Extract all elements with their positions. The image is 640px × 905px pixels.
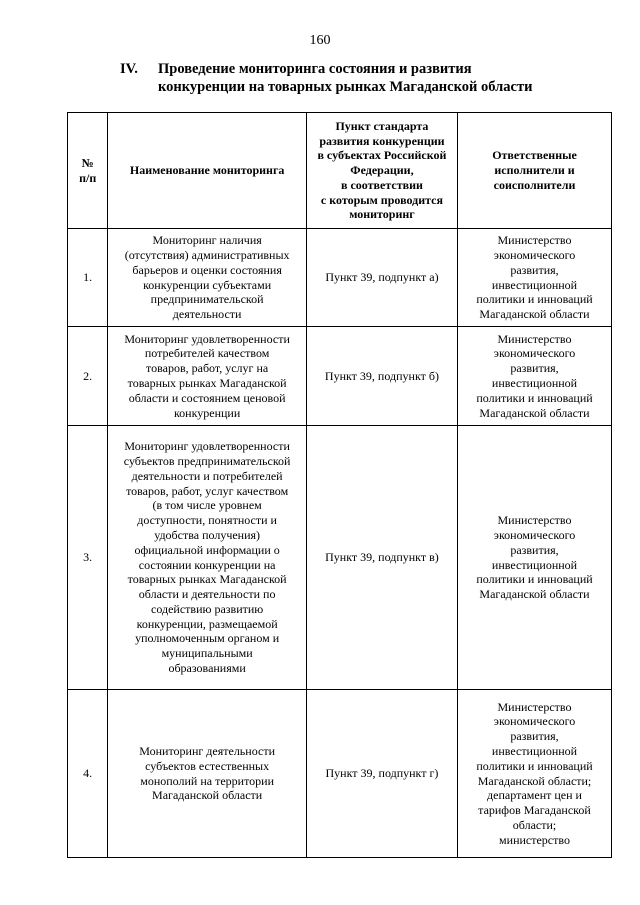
standard-clause: Пункт 39, подпункт б) <box>306 327 457 426</box>
responsible-executors: Министерство экономического развития, инвестиционной политики и инноваций Магаданской области <box>458 426 612 690</box>
table-header-row <box>68 113 612 229</box>
monitoring-name: Мониторинг деятельности субъектов естественных монополий на территории Магаданской области <box>108 690 307 858</box>
table-row <box>68 229 612 327</box>
header-standard: Пункт стандарта развития конкуренции в субъектах Российской Федерации, в соответствии с которым проводится мониторинг <box>306 113 457 229</box>
table-row <box>68 690 612 858</box>
row-number: 1. <box>68 229 108 327</box>
header-responsible: Ответственные исполнители и соисполнители <box>458 113 612 229</box>
monitoring-name: Мониторинг наличия (отсутствия) административных барьеров и оценки состояния конкуренции субъектами предпринимательской деятельности <box>108 229 307 327</box>
row-number: 3. <box>68 426 108 690</box>
responsible-executors: Министерство экономического развития, инвестиционной политики и инноваций Магаданской области <box>458 229 612 327</box>
standard-clause: Пункт 39, подпункт г) <box>306 690 457 858</box>
table-row <box>68 327 612 426</box>
row-number: 4. <box>68 690 108 858</box>
table-row <box>68 426 612 690</box>
responsible-executors: Министерство экономического развития, инвестиционной политики и инноваций Магаданской области; департамент цен и тарифов Магаданской области; министерство <box>458 690 612 858</box>
header-num: № п/п <box>68 113 108 229</box>
monitoring-name: Мониторинг удовлетворенности субъектов предпринимательской деятельности и потребителей товаров, работ, услуг качеством (в том числе уровнем доступности, понятности и удобства получения) официальной информации о состоянии конкуренции на товарных рынках Магаданской области и деятельности по содействию развитию конкуренции, размещаемой уполномоченным органом и муниципальными образованиями <box>108 426 307 690</box>
section-heading <box>120 60 590 96</box>
standard-clause: Пункт 39, подпункт в) <box>306 426 457 690</box>
section-title-line2: конкуренции на товарных рынках Магаданской области <box>158 79 533 95</box>
monitoring-name: Мониторинг удовлетворенности потребителей качеством товаров, работ, услуг на товарных рынках Магаданской области и состоянием ценовой конкуренции <box>108 327 307 426</box>
responsible-executors: Министерство экономического развития, инвестиционной политики и инноваций Магаданской области <box>458 327 612 426</box>
row-number: 2. <box>68 327 108 426</box>
page-number: 160 <box>309 33 331 48</box>
header-name: Наименование мониторинга <box>108 113 307 229</box>
section-title-line1: Проведение мониторинга состояния и развития <box>158 61 472 77</box>
monitoring-table <box>67 112 612 858</box>
standard-clause: Пункт 39, подпункт а) <box>306 229 457 327</box>
section-roman-numeral: IV. <box>120 61 138 77</box>
section-heading-line1 <box>120 60 590 78</box>
